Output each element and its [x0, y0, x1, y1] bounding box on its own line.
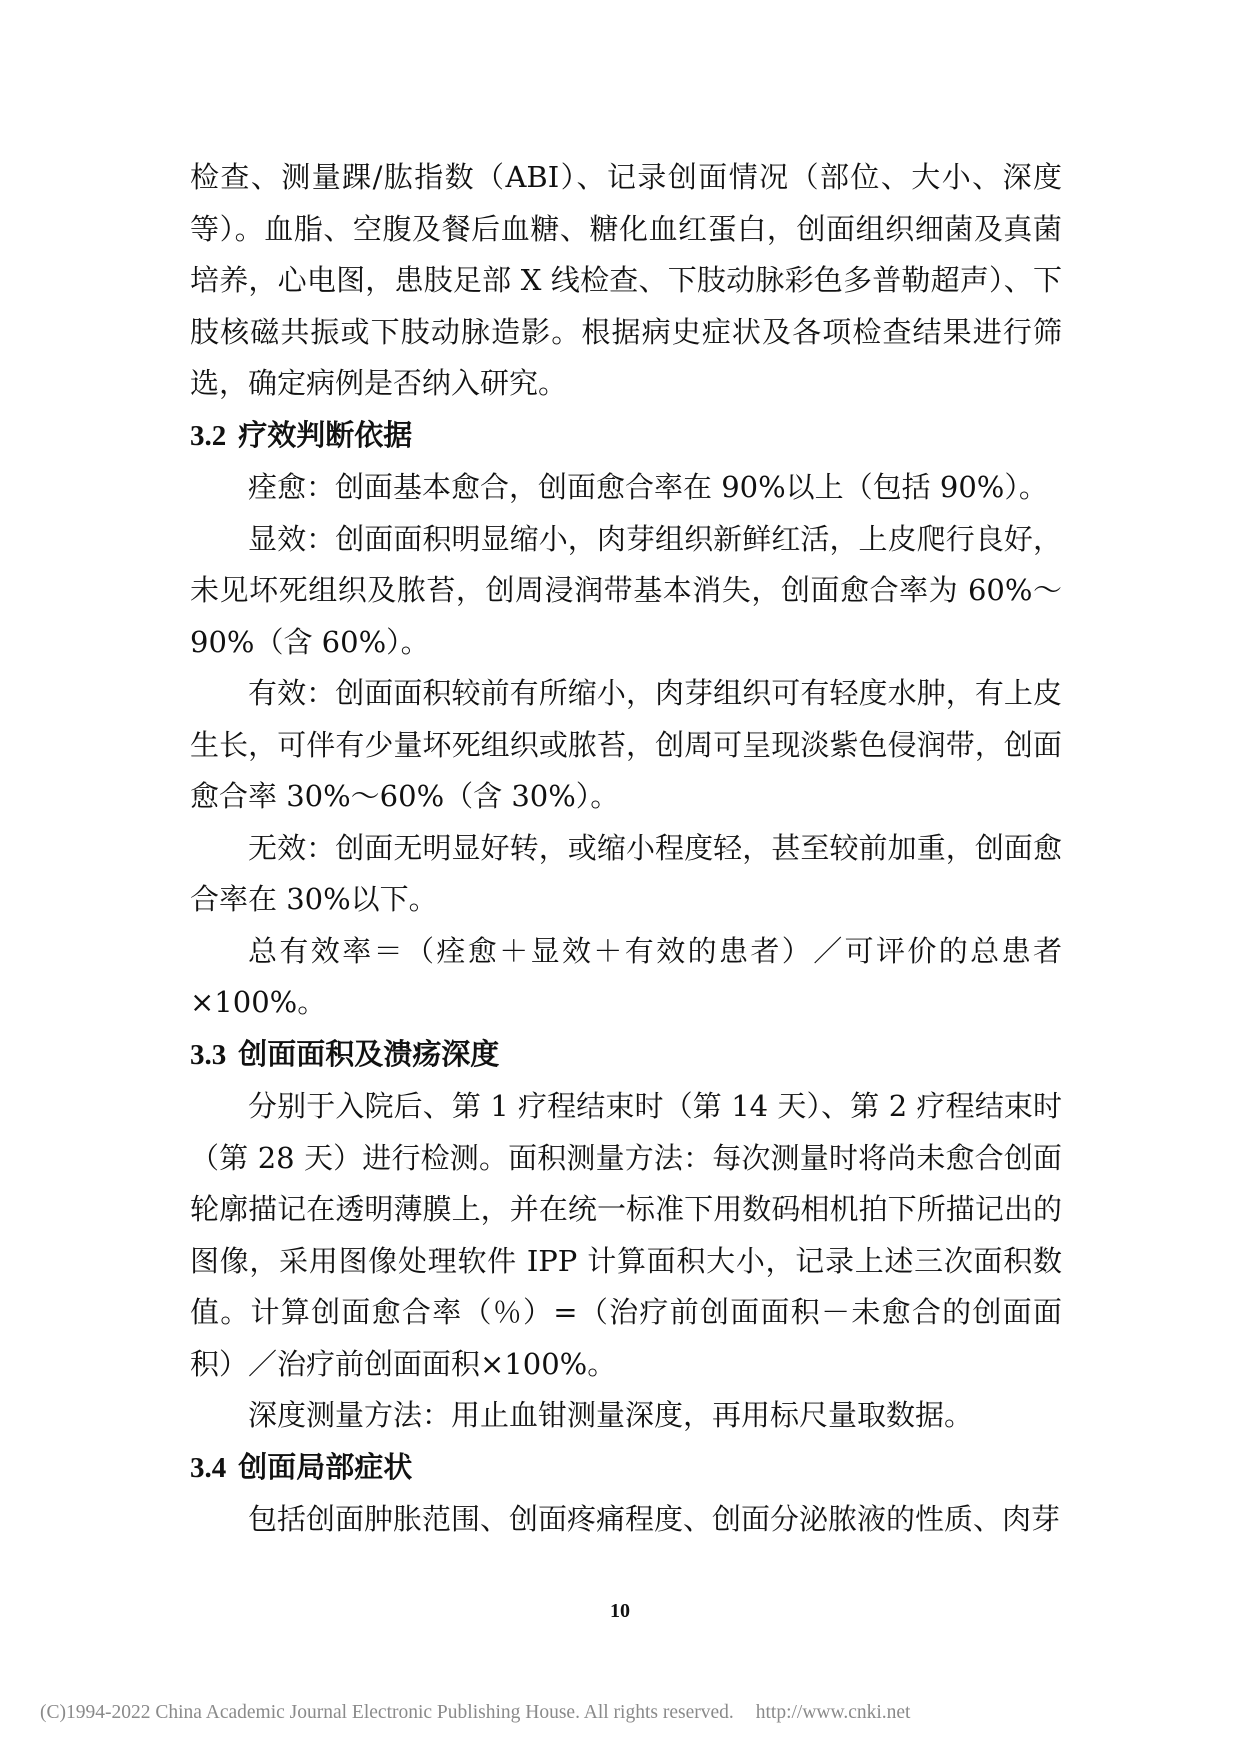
- paragraph-local-symptoms: 包括创面肿胀范围、创面疼痛程度、创面分泌脓液的性质、肉芽: [248, 1502, 1061, 1536]
- paragraph-invalid: 无效：创面无明显好转，或缩小程度轻，甚至较前加重，创面愈合率在 30%以下。: [190, 830, 1062, 916]
- copyright-text: (C)1994-2022 China Academic Journal Electronic Publishing House. All rights reserved.: [40, 1702, 734, 1723]
- paragraph-total-effective-rate: 总有效率＝（痊愈＋显效＋有效的患者）／可评价的总患者×100%。: [190, 933, 1062, 1019]
- footer-copyright: [40, 1702, 910, 1724]
- section-heading-3-3: [190, 1029, 1062, 1082]
- section-heading-3-2: [190, 410, 1062, 463]
- section-heading-3-4: [190, 1442, 1062, 1495]
- section-number: 3.4: [190, 1451, 227, 1484]
- section-title: 创面面积及溃疡深度: [238, 1036, 500, 1071]
- section-number: 3.3: [190, 1038, 227, 1071]
- paragraph-area-measurement: 分别于入院后、第 1 疗程结束时（第 14 天）、第 2 疗程结束时（第 28 天）进行检测。面积测量方法：每次测量时将尚未愈合创面轮廓描记在透明薄膜上，并在统一标准下用数码相机拍下所描记出的图像，采用图像处理软件 IPP 计算面积大小，记录上述三次面积数值。计算创面愈合率（％）=（治疗前创面面积－未愈合的创面面积）／治疗前创面面积×100%。: [190, 1089, 1062, 1381]
- paragraph-exam-items: 检查、测量踝/肱指数（ABI）、记录创面情况（部位、大小、深度等）。血脂、空腹及餐后血糖、糖化血红蛋白，创面组织细菌及真菌培养，心电图，患肢足部 X 线检查、下肢动脉彩色多普勒超声）、下肢核磁共振或下肢动脉造影。根据病史症状及各项检查结果进行筛选，确定病例是否纳入研究。: [190, 160, 1062, 400]
- paragraph-depth-measurement: 深度测量方法：用止血钳测量深度，再用标尺量取数据。: [248, 1398, 974, 1432]
- paragraph-cure: 痊愈：创面基本愈合，创面愈合率在 90%以上（包括 90%）。: [248, 470, 1048, 504]
- paragraph-effective: 有效：创面面积较前有所缩小，肉芽组织可有轻度水肿，有上皮生长，可伴有少量坏死组织或脓苔，创周可呈现淡紫色侵润带，创面愈合率 30%～60%（含 30%）。: [190, 676, 1062, 813]
- section-number: 3.2: [190, 419, 227, 452]
- footer-url: http://www.cnki.net: [755, 1702, 911, 1723]
- paragraph-marked-effect: 显效：创面面积明显缩小，肉芽组织新鲜红活，上皮爬行良好，未见坏死组织及脓苔，创周浸润带基本消失，创面愈合率为 60%～90%（含 60%）。: [190, 521, 1062, 659]
- section-title: 疗效判断依据: [238, 417, 413, 452]
- document-body: [190, 152, 1062, 1546]
- page-number: 10: [610, 1600, 630, 1622]
- section-title: 创面局部症状: [238, 1449, 413, 1484]
